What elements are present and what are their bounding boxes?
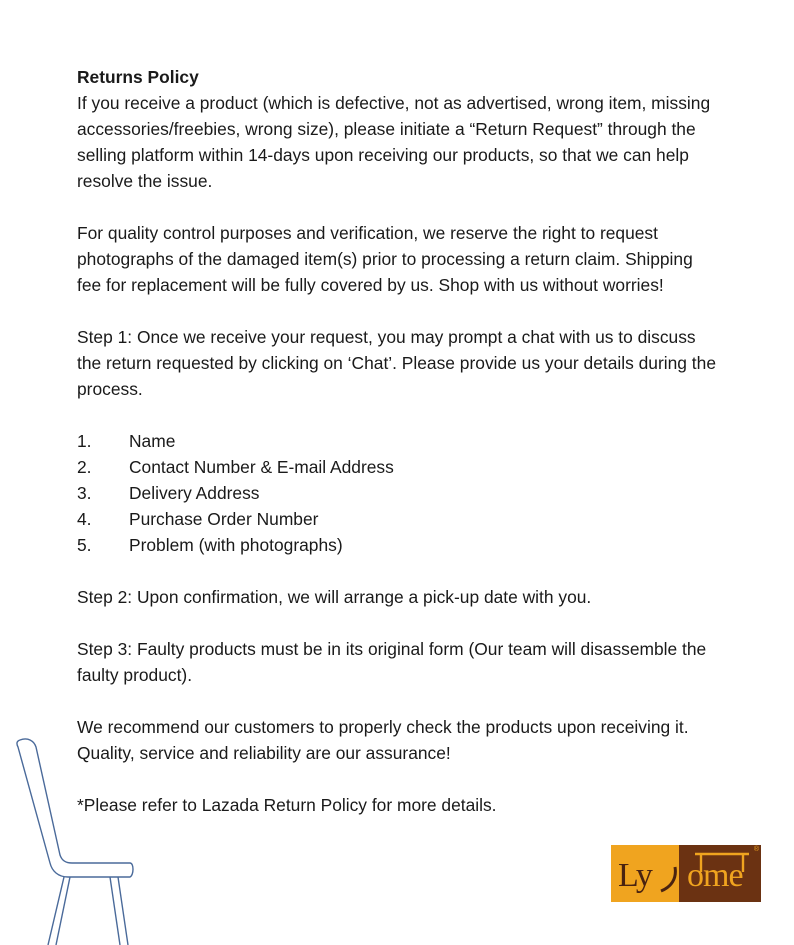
list-item xyxy=(77,532,717,558)
list-item-number: 4. xyxy=(77,509,92,529)
list-item-number: 3. xyxy=(77,483,92,503)
details-list xyxy=(77,428,717,558)
logo-right-panel xyxy=(679,845,761,902)
returns-policy-document xyxy=(77,64,717,844)
list-item xyxy=(77,454,717,480)
step3-paragraph: Step 3: Faulty products must be in its original form (Our team will disassemble the faulty product). xyxy=(77,639,707,685)
chair-outline-icon xyxy=(10,735,140,945)
list-item-number: 5. xyxy=(77,535,92,555)
list-item-number: 1. xyxy=(77,431,92,451)
list-item xyxy=(77,480,717,506)
logo-text-right: ome xyxy=(687,857,743,894)
intro-paragraph xyxy=(77,64,717,194)
list-item xyxy=(77,428,717,454)
list-item xyxy=(77,506,717,532)
lyhome-logo xyxy=(611,845,761,902)
logo-swoosh-icon xyxy=(659,865,679,895)
registered-mark: ® xyxy=(753,846,759,853)
intro-text: If you receive a product (which is defective, not as advertised, wrong item, missing accessories/freebies, wrong size), please initiate a “Return Request” through the selling platform within 14-days upon receiving our products, so that we can help resolve the issue. xyxy=(77,93,711,191)
list-item-text: Problem (with photographs) xyxy=(129,535,343,555)
list-item-text: Name xyxy=(129,431,176,451)
recommend-paragraph: We recommend our customers to properly check the products upon receiving it. Quality, service and reliability are our assurance! xyxy=(77,717,689,763)
list-item-text: Delivery Address xyxy=(129,483,260,503)
list-item-number: 2. xyxy=(77,457,92,477)
step2-paragraph: Step 2: Upon confirmation, we will arrange a pick-up date with you. xyxy=(77,587,592,607)
list-item-text: Purchase Order Number xyxy=(129,509,319,529)
quality-paragraph: For quality control purposes and verification, we reserve the right to request photographs of the damaged item(s) prior to processing a return claim. Shipping fee for replacement will be fully covered by us. Shop with us without worries! xyxy=(77,223,693,295)
list-item-text: Contact Number & E-mail Address xyxy=(129,457,394,477)
policy-title: Returns Policy xyxy=(77,67,199,87)
logo-left-panel xyxy=(611,845,679,902)
logo-text-left: Ly xyxy=(618,857,652,894)
footnote-paragraph: *Please refer to Lazada Return Policy for more details. xyxy=(77,795,497,815)
step1-paragraph: Step 1: Once we receive your request, you may prompt a chat with us to discuss the return requested by clicking on ‘Chat’. Please provide us your details during the process. xyxy=(77,327,716,399)
